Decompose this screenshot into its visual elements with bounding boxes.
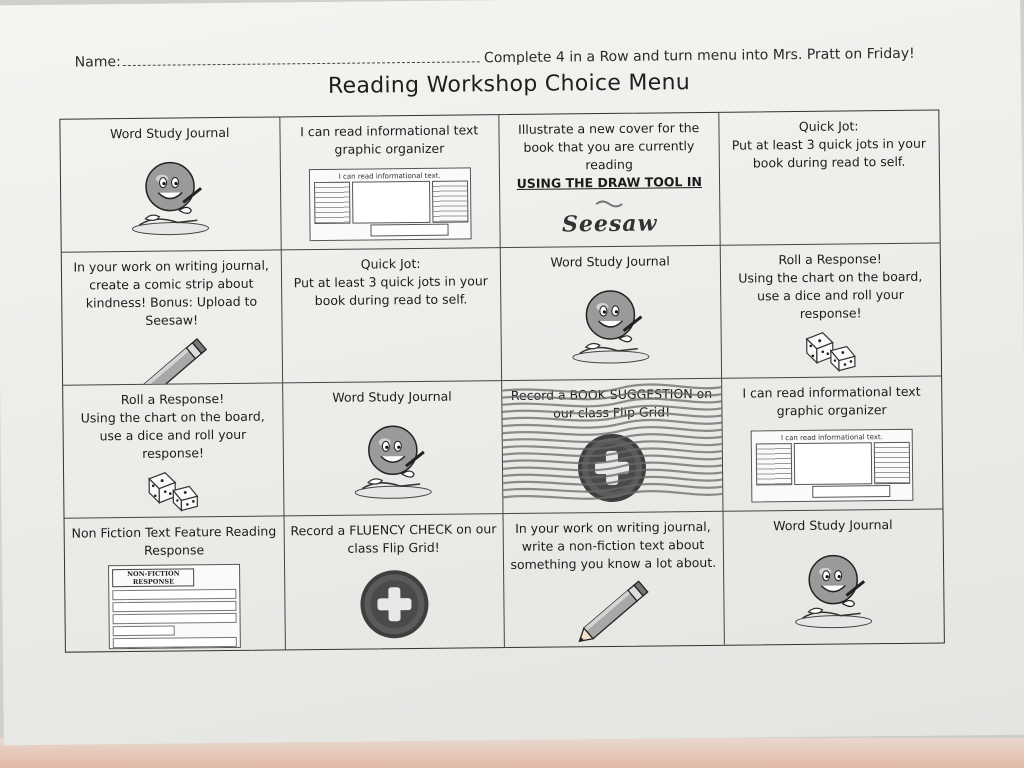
choice-menu-grid: [59, 110, 945, 653]
organizer-title: I can read informational text.: [338, 171, 441, 181]
graphic-organizer-icon: [309, 162, 472, 247]
menu-cell-r1c4[interactable]: [719, 111, 940, 246]
cell-instructions: Put at least 3 quick jots in your book during read to self.: [293, 273, 488, 309]
name-blank-line[interactable]: [123, 60, 480, 66]
cell-heading: Word Study Journal: [773, 517, 893, 534]
cell-heading: Quick Jot:: [798, 118, 859, 134]
cell-heading: Word Study Journal: [109, 124, 230, 142]
flipgrid-plus-icon: [357, 561, 432, 647]
cell-heading: In your work on writing journal, write a non-fiction text about something you know a lot about.: [510, 518, 717, 573]
pencil-icon: [568, 577, 659, 647]
cell-heading: Non Fiction Text Feature Reading Response: [71, 523, 277, 558]
cell-heading: Roll a Response!: [778, 251, 882, 268]
menu-cell-r4c3[interactable]: [504, 512, 725, 647]
cell-heading: Illustrate a new cover for the book that you are currently reading: [518, 120, 700, 173]
cell-heading: Word Study Journal: [550, 253, 670, 270]
pencil-icon: [127, 334, 218, 386]
cell-heading: I can read informational text graphic organizer: [742, 383, 921, 419]
smiley-writing-icon: [347, 410, 438, 513]
smiley-writing-icon: [788, 538, 879, 642]
menu-cell-r4c4[interactable]: [723, 509, 944, 644]
menu-cell-r4c1[interactable]: [65, 516, 286, 651]
menu-cell-r3c3[interactable]: [502, 379, 723, 514]
menu-cell-r1c1[interactable]: [60, 117, 281, 252]
sheet-title: NON-FICTION RESPONSE: [112, 568, 194, 587]
menu-cell-r2c1[interactable]: [62, 250, 283, 385]
cell-heading: I can read informational text graphic organizer: [300, 122, 479, 157]
cell-instructions: Using the chart on the board, use a dice and roll your response!: [80, 408, 265, 462]
cell-instructions: Put at least 3 quick jots in your book during read to self.: [731, 135, 927, 171]
menu-cell-r4c2[interactable]: [284, 514, 505, 649]
organizer-title: I can read informational text.: [780, 433, 884, 443]
menu-cell-r3c1[interactable]: [63, 383, 284, 518]
menu-cell-r2c3[interactable]: [501, 246, 722, 381]
seesaw-logo: [562, 196, 658, 244]
cell-heading: Quick Jot:: [360, 255, 421, 272]
nonfiction-response-sheet: [108, 563, 241, 648]
cell-heading: Word Study Journal: [332, 388, 452, 405]
cell-heading: Record a BOOK SUGGESTION on our class Flip Grid!: [510, 385, 713, 421]
menu-cell-r3c2[interactable]: [283, 381, 504, 516]
graphic-organizer-thumbnail: [751, 429, 914, 503]
dice-icon: [143, 467, 203, 515]
flipgrid-plus-icon: [575, 426, 650, 511]
graphic-organizer-icon: [751, 423, 914, 508]
menu-cell-r1c2[interactable]: [280, 115, 501, 250]
smiley-writing-icon: [125, 146, 216, 249]
cell-heading: Roll a Response!: [120, 391, 225, 408]
menu-cell-r3c4[interactable]: [722, 377, 943, 512]
instructions-text: Complete 4 in a Row and turn menu into Mrs. Pratt on Friday!: [483, 45, 915, 67]
cell-instructions: Using the chart on the board, use a dice and roll your response!: [738, 268, 923, 322]
menu-cell-r2c2[interactable]: [281, 248, 502, 383]
cell-heading: In your work on writing journal, create a comic strip about kindness! Bonus: Upload to Seesaw!: [73, 257, 269, 329]
graphic-organizer-thumbnail: [309, 168, 472, 242]
nonfiction-response-sheet-icon: [108, 563, 241, 649]
seesaw-logo-text: Seesaw: [561, 210, 658, 238]
menu-cell-r2c4[interactable]: [720, 244, 941, 379]
menu-cell-r1c3[interactable]: [499, 113, 720, 248]
dice-icon: [801, 327, 861, 375]
header-line: [75, 34, 915, 71]
smiley-writing-icon: [565, 275, 656, 378]
cell-heading: Record a FLUENCY CHECK on our class Flip Grid!: [290, 521, 497, 556]
cell-emphasis: USING THE DRAW TOOL IN: [516, 174, 702, 192]
page-title: Reading Workshop Choice Menu: [327, 70, 691, 99]
name-label: Name:: [74, 54, 121, 71]
